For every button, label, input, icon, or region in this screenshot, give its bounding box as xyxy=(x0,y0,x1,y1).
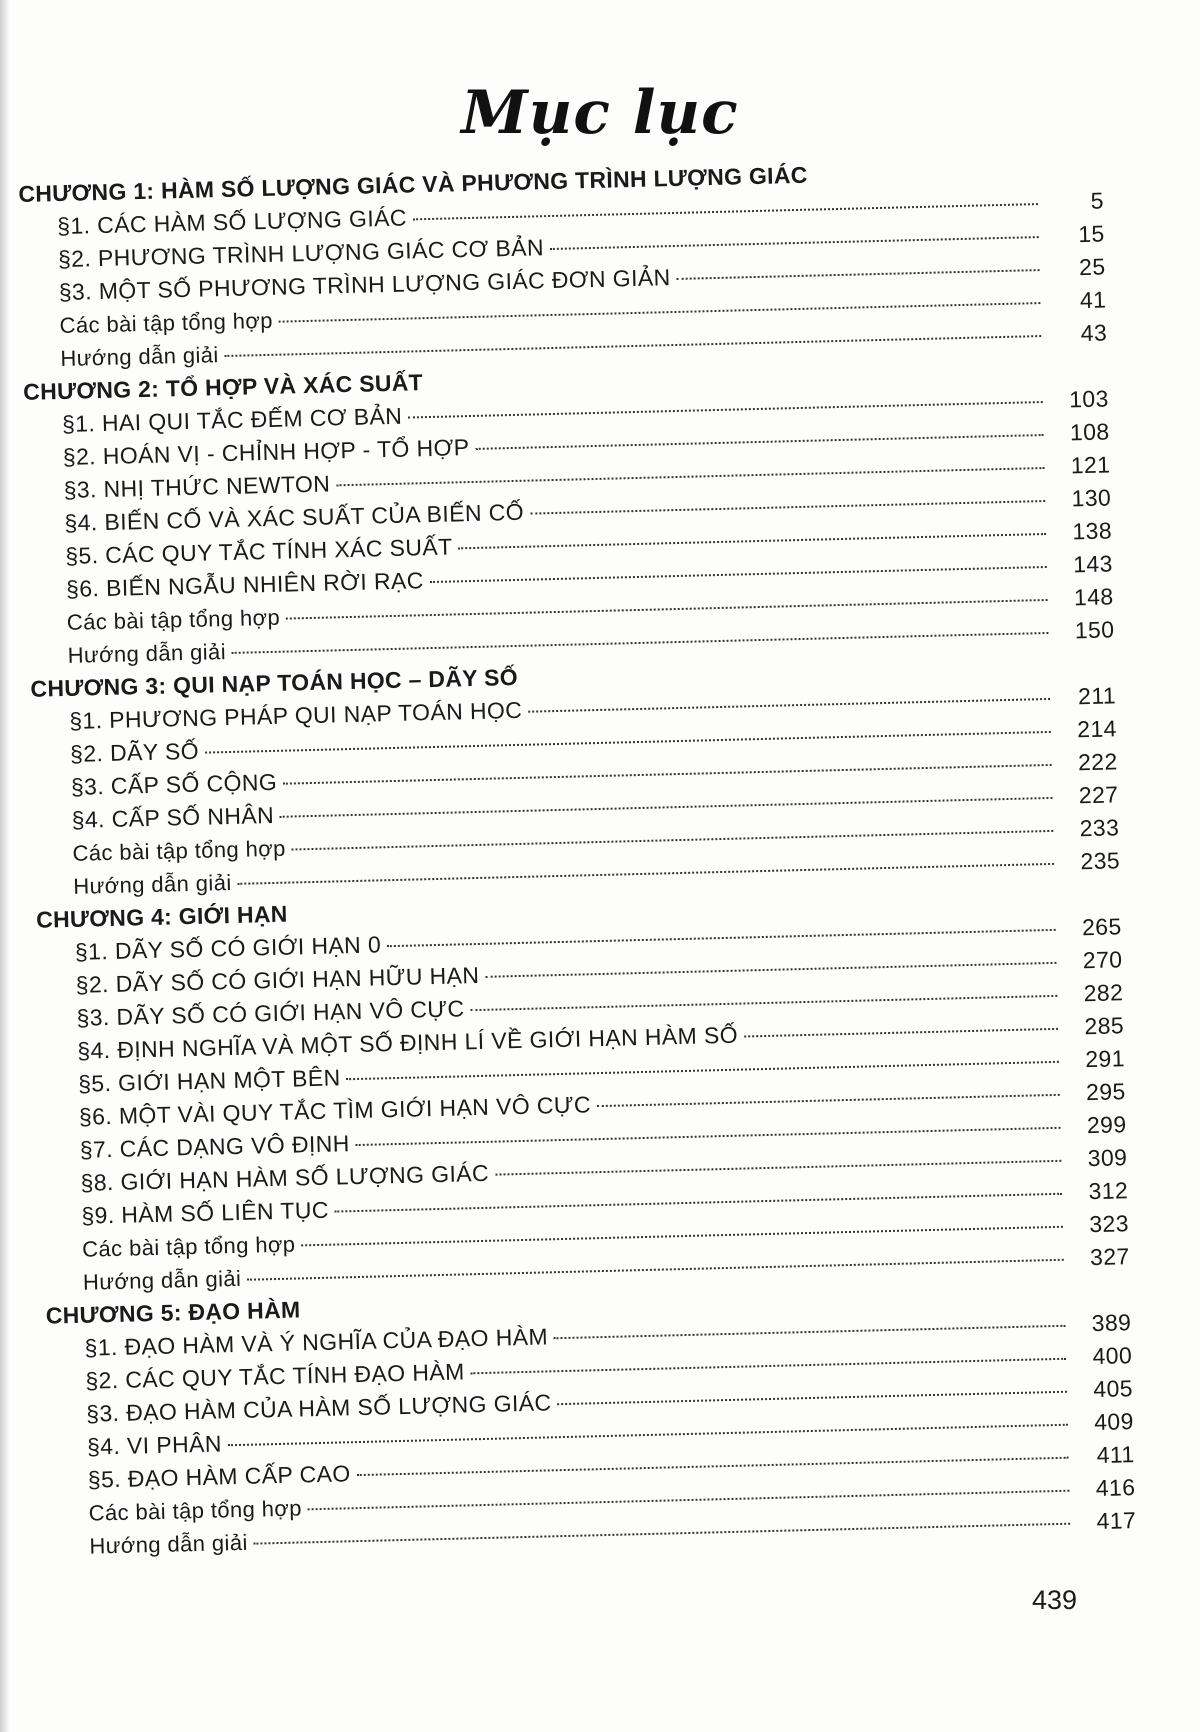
dot-leader xyxy=(254,1523,1071,1545)
entry-page: 409 xyxy=(1093,1408,1135,1436)
entry-page: 214 xyxy=(1076,715,1118,743)
dot-leader xyxy=(557,1391,1067,1405)
dot-leader xyxy=(495,1160,1061,1176)
dot-leader xyxy=(292,830,1054,851)
entry-label: §3. MỘT SỐ PHƯƠNG TRÌNH LƯỢNG GIÁC ĐƠN GIẢN xyxy=(58,264,671,306)
entry-label: §5. GIỚI HẠN MỘT BÊN xyxy=(77,1064,341,1097)
dot-leader xyxy=(357,1457,1069,1476)
dot-leader xyxy=(470,995,1057,1011)
entry-label: §1. DÃY SỐ CÓ GIỚI HẠN 0 xyxy=(74,931,382,965)
dot-leader xyxy=(554,1325,1065,1339)
dot-leader xyxy=(459,533,1046,549)
dot-leader xyxy=(279,302,1041,323)
entry-page: 41 xyxy=(1079,286,1107,314)
entry-label: Hướng dẫn giải xyxy=(89,1529,249,1559)
dot-leader xyxy=(485,962,1056,978)
entry-page: 130 xyxy=(1071,484,1112,512)
entry-label: Các bài tập tổng hợp xyxy=(81,1231,296,1262)
entry-page: 25 xyxy=(1078,253,1106,281)
binding-shadow xyxy=(0,0,10,1732)
entry-page: 15 xyxy=(1077,220,1105,248)
dot-leader xyxy=(347,1061,1059,1080)
entry-page: 285 xyxy=(1084,1012,1125,1040)
dot-leader xyxy=(280,797,1052,818)
entry-page: 282 xyxy=(1083,979,1124,1007)
entry-label: §4. BIẾN CỐ VÀ XÁC SUẤT CỦA BIẾN CỐ xyxy=(64,498,525,536)
dot-leader xyxy=(430,566,1047,583)
dot-leader xyxy=(744,1028,1058,1038)
dot-leader xyxy=(530,500,1045,515)
chapter-heading: CHƯƠNG 2: TỔ HỢP VÀ XÁC SUẤT xyxy=(22,369,424,405)
dot-leader xyxy=(677,269,1040,280)
entry-label: §3. NHỊ THỨC NEWTON xyxy=(63,470,331,503)
entry-label: §3. CẤP SỐ CỘNG xyxy=(70,768,278,800)
entry-label: §2. PHƯƠNG TRÌNH LƯỢNG GIÁC CƠ BẢN xyxy=(57,234,545,273)
entry-page: 148 xyxy=(1073,583,1114,611)
entry-label: §2. HOÁN VỊ - CHỈNH HỢP - TỔ HỢP xyxy=(62,434,470,470)
entry-page: 43 xyxy=(1080,319,1108,347)
page-number: 439 xyxy=(1032,1585,1078,1615)
page-title: Mục lục xyxy=(461,78,739,148)
dot-leader xyxy=(387,929,1056,947)
entry-page: 411 xyxy=(1096,1441,1135,1469)
entry-page: 235 xyxy=(1080,847,1121,875)
entry-label: §3. DÃY SỐ CÓ GIỚI HẠN VÔ CỰC xyxy=(76,995,465,1031)
entry-page: 211 xyxy=(1077,682,1117,710)
dot-leader xyxy=(308,1490,1070,1511)
chapter-heading: CHƯƠNG 4: GIỚI HẠN xyxy=(35,900,288,933)
entry-label: §2. DÃY SỐ xyxy=(69,737,200,767)
entry-label: §4. VI PHÂN xyxy=(86,1430,223,1460)
dot-leader xyxy=(471,1358,1067,1375)
entry-label: §2. CÁC QUY TẮC TÍNH ĐẠO HÀM xyxy=(85,1358,465,1394)
entry-label: Hướng dẫn giải xyxy=(67,639,227,668)
entry-label: Hướng dẫn giải xyxy=(73,869,232,899)
entry-page: 5 xyxy=(1090,187,1105,214)
entry-page: 233 xyxy=(1079,814,1120,842)
entry-page: 327 xyxy=(1089,1243,1130,1271)
entry-page: 138 xyxy=(1072,517,1113,545)
dot-leader xyxy=(283,764,1052,785)
dot-leader xyxy=(475,434,1043,450)
entry-page: 291 xyxy=(1084,1045,1126,1073)
dot-leader xyxy=(550,236,1039,250)
entry-page: 323 xyxy=(1088,1210,1130,1238)
entry-label: §1. CÁC HÀM SỐ LƯỢNG GIÁC xyxy=(56,204,408,240)
entry-label: Các bài tập tổng hợp xyxy=(72,835,286,866)
entry-page: 103 xyxy=(1068,385,1110,413)
entry-page: 150 xyxy=(1074,616,1115,644)
entry-label: §2. DÃY SỐ CÓ GIỚI HẠN HỮU HẠN xyxy=(75,961,480,998)
entry-label: §4. CẤP SỐ NHÂN xyxy=(71,801,275,833)
entry-page: 270 xyxy=(1082,946,1123,974)
table-of-contents xyxy=(18,151,1137,1563)
dot-leader xyxy=(286,599,1048,620)
entry-page: 299 xyxy=(1086,1111,1127,1139)
entry-page: 309 xyxy=(1087,1144,1128,1172)
entry-page: 108 xyxy=(1069,418,1110,446)
entry-label: Các bài tập tổng hợp xyxy=(59,307,274,339)
entry-page: 121 xyxy=(1070,451,1111,479)
entry-label: §5. CÁC QUY TẮC TÍNH XÁC SUẤT xyxy=(64,533,453,569)
entry-label: Các bài tập tổng hợp xyxy=(88,1495,303,1526)
chapter-heading: CHƯƠNG 1: HÀM SỐ LƯỢNG GIÁC VÀ PHƯƠNG TRÌNH LƯỢNG GIÁC xyxy=(18,161,808,207)
entry-page: 143 xyxy=(1072,550,1114,578)
dot-leader xyxy=(301,1226,1063,1247)
entry-label: §5. ĐẠO HÀM CẤP CAO xyxy=(87,1460,351,1493)
entry-label: §7. CÁC DẠNG VÔ ĐỊNH xyxy=(79,1130,350,1163)
chapter-heading: CHƯƠNG 5: ĐẠO HÀM xyxy=(45,1296,301,1329)
entry-page: 222 xyxy=(1077,748,1118,776)
chapter-heading: CHƯƠNG 3: QUI NẠP TOÁN HỌC – DÃY SỐ xyxy=(30,663,519,702)
entry-label: §4. ĐỊNH NGHĨA VÀ MỘT SỐ ĐỊNH LÍ VỀ GIỚI HẠN HÀM SỐ xyxy=(77,1021,739,1064)
dot-leader xyxy=(335,1193,1062,1213)
entry-label: Các bài tập tổng hợp xyxy=(66,604,281,635)
entry-page: 312 xyxy=(1088,1177,1129,1205)
dot-leader xyxy=(413,203,1038,220)
entry-page: 227 xyxy=(1078,781,1119,809)
entry-label: §9. HÀM SỐ LIÊN TỤC xyxy=(81,1196,330,1229)
dot-leader xyxy=(336,467,1044,486)
dot-leader xyxy=(408,401,1043,419)
entry-label: §1. HAI QUI TẮC ĐẾM CƠ BẢN xyxy=(61,402,403,437)
entry-page: 416 xyxy=(1095,1474,1136,1502)
entry-page: 295 xyxy=(1085,1078,1126,1106)
entry-label: §8. GIỚI HẠN HÀM SỐ LƯỢNG GIÁC xyxy=(80,1159,490,1196)
entry-label: Hướng dẫn giải xyxy=(82,1265,242,1295)
entry-label: Hướng dẫn giải xyxy=(60,342,219,372)
entry-page: 400 xyxy=(1092,1342,1133,1370)
entry-label: §6. BIẾN NGẪU NHIÊN RỜI RẠC xyxy=(65,567,424,602)
entry-label: §3. ĐẠO HÀM CỦA HÀM SỐ LƯỢNG GIÁC xyxy=(85,1389,552,1427)
entry-page: 265 xyxy=(1081,913,1122,941)
entry-label: §6. MỘT VÀI QUY TẮC TÌM GIỚI HẠN VÔ CỰC xyxy=(78,1091,592,1130)
entry-label: §1. ĐẠO HÀM VÀ Ý NGHĨA CỦA ĐẠO HÀM xyxy=(84,1323,549,1361)
dot-leader xyxy=(356,1127,1061,1146)
dot-leader xyxy=(597,1094,1060,1107)
entry-page: 417 xyxy=(1096,1507,1137,1535)
entry-page: 389 xyxy=(1091,1309,1132,1337)
entry-page: 405 xyxy=(1093,1375,1134,1403)
entry-label: §1. PHƯƠNG PHÁP QUI NẠP TOÁN HỌC xyxy=(68,696,523,734)
dot-leader xyxy=(528,698,1050,713)
